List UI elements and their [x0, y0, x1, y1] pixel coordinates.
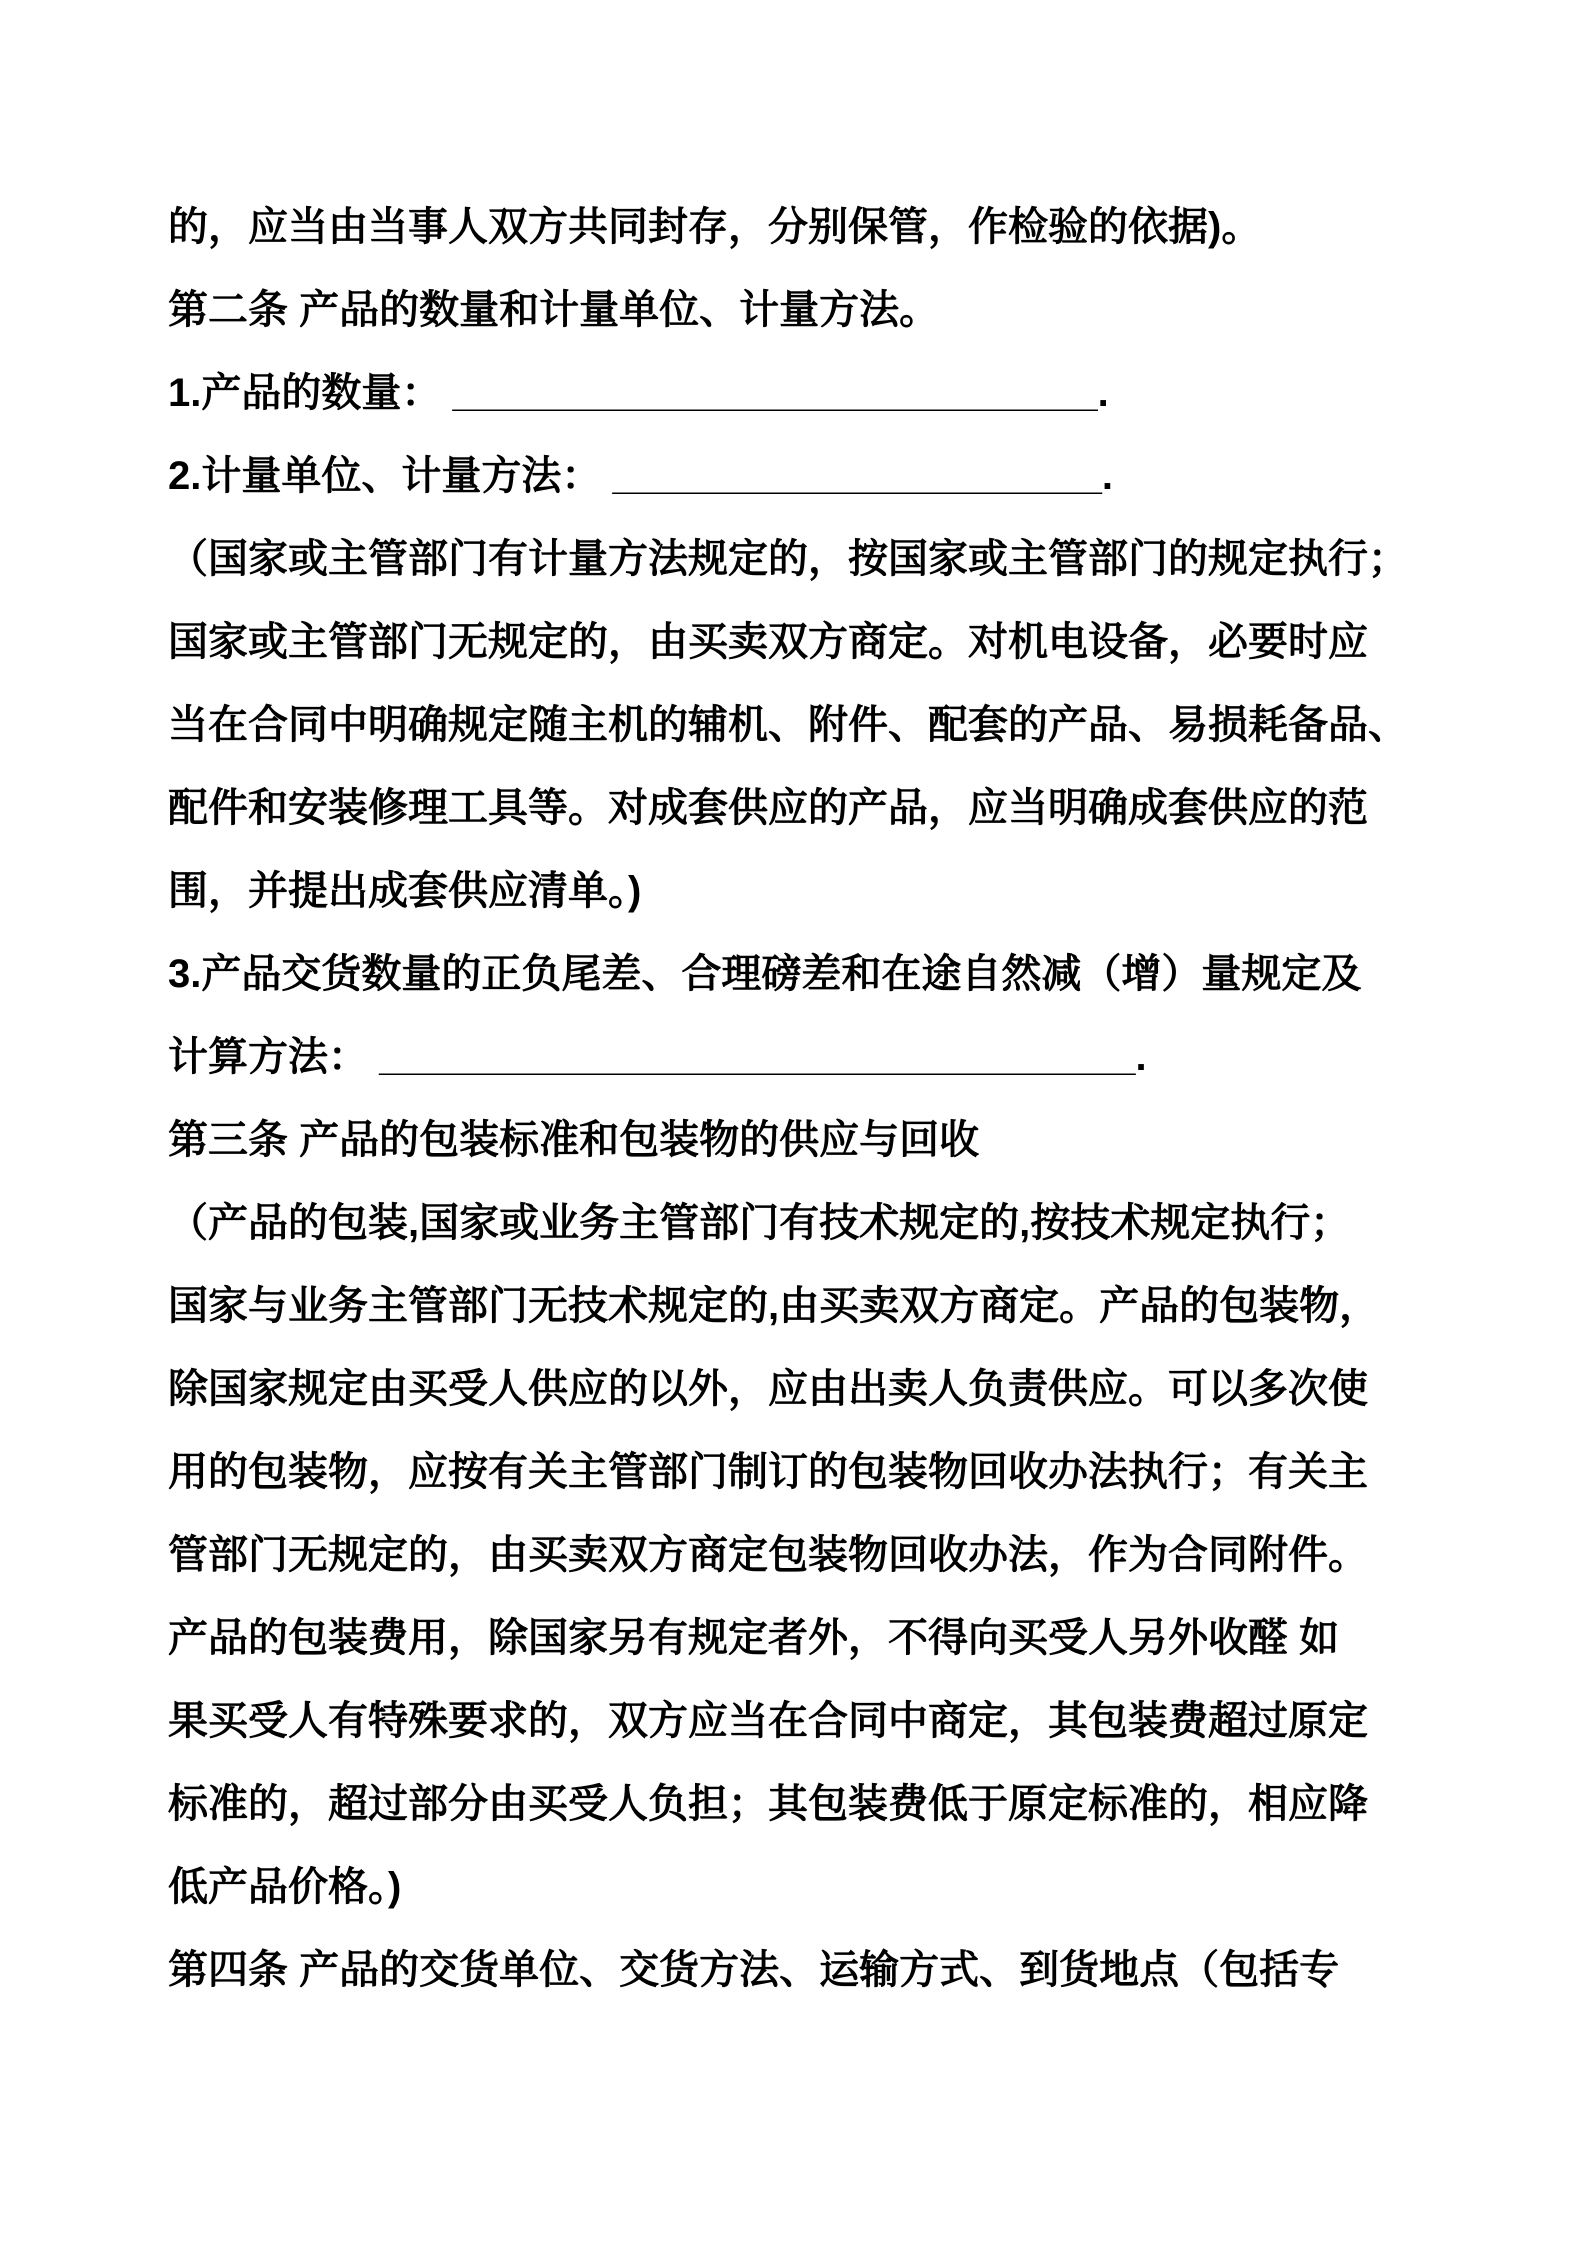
contract-body-line: 除国家规定由买受人供应的以外，应由出卖人负责供应。可以多次使: [168, 1367, 1368, 1411]
contract-body-line: 2.计量单位、计量方法： ______________________.: [168, 454, 1113, 498]
contract-body-line: 标准的，超过部分由买受人负担；其包装费低于原定标准的，相应降: [168, 1782, 1368, 1826]
contract-body-line: 计算方法： __________________________________.: [168, 1035, 1147, 1079]
contract-body-line: 3.产品交货数量的正负尾差、合理磅差和在途自然减（增）量规定及: [168, 952, 1362, 996]
contract-body-line: 国家或主管部门无规定的，由买卖双方商定。对机电设备，必要时应: [168, 620, 1368, 664]
contract-body-line: （国家或主管部门有计量方法规定的，按国家或主管部门的规定执行；: [168, 537, 1408, 581]
contract-body-line: 围，并提出成套供应清单。): [168, 869, 642, 913]
clause-heading-line: 第二条 产品的数量和计量单位、计量方法。: [168, 288, 940, 332]
contract-body-line: （产品的包装,国家或业务主管部门有技术规定的,按技术规定执行；: [168, 1201, 1351, 1245]
clause-heading-line: 第四条 产品的交货单位、交货方法、运输方式、到货地点（包括专: [168, 1948, 1340, 1992]
contract-body-line: 管部门无规定的，由买卖双方商定包装物回收办法，作为合同附件。: [168, 1533, 1368, 1577]
contract-body-line: 果买受人有特殊要求的，双方应当在合同中商定，其包装费超过原定: [168, 1699, 1368, 1743]
contract-body-line: 产品的包装费用，除国家另有规定者外，不得向买受人另外收醛 如: [168, 1616, 1340, 1660]
contract-body-line: 1.产品的数量： _____________________________.: [168, 371, 1109, 415]
contract-body-line: 配件和安装修理工具等。对成套供应的产品，应当明确成套供应的范: [168, 786, 1368, 830]
contract-body-line: 用的包装物，应按有关主管部门制订的包装物回收办法执行；有关主: [168, 1450, 1368, 1494]
clause-heading-line: 第三条 产品的包装标准和包装物的供应与回收: [168, 1118, 980, 1162]
contract-body-line: 当在合同中明确规定随主机的辅机、附件、配套的产品、易损耗备品、: [168, 703, 1408, 747]
contract-text-block: [168, 186, 1468, 2012]
contract-body-line: 国家与业务主管部门无技术规定的,由买卖双方商定。产品的包装物，: [168, 1284, 1380, 1328]
contract-body-line: 的，应当由当事人双方共同封存，分别保管，作检验的依据)。: [168, 205, 1262, 249]
contract-body-line: 低产品价格。): [168, 1865, 402, 1909]
